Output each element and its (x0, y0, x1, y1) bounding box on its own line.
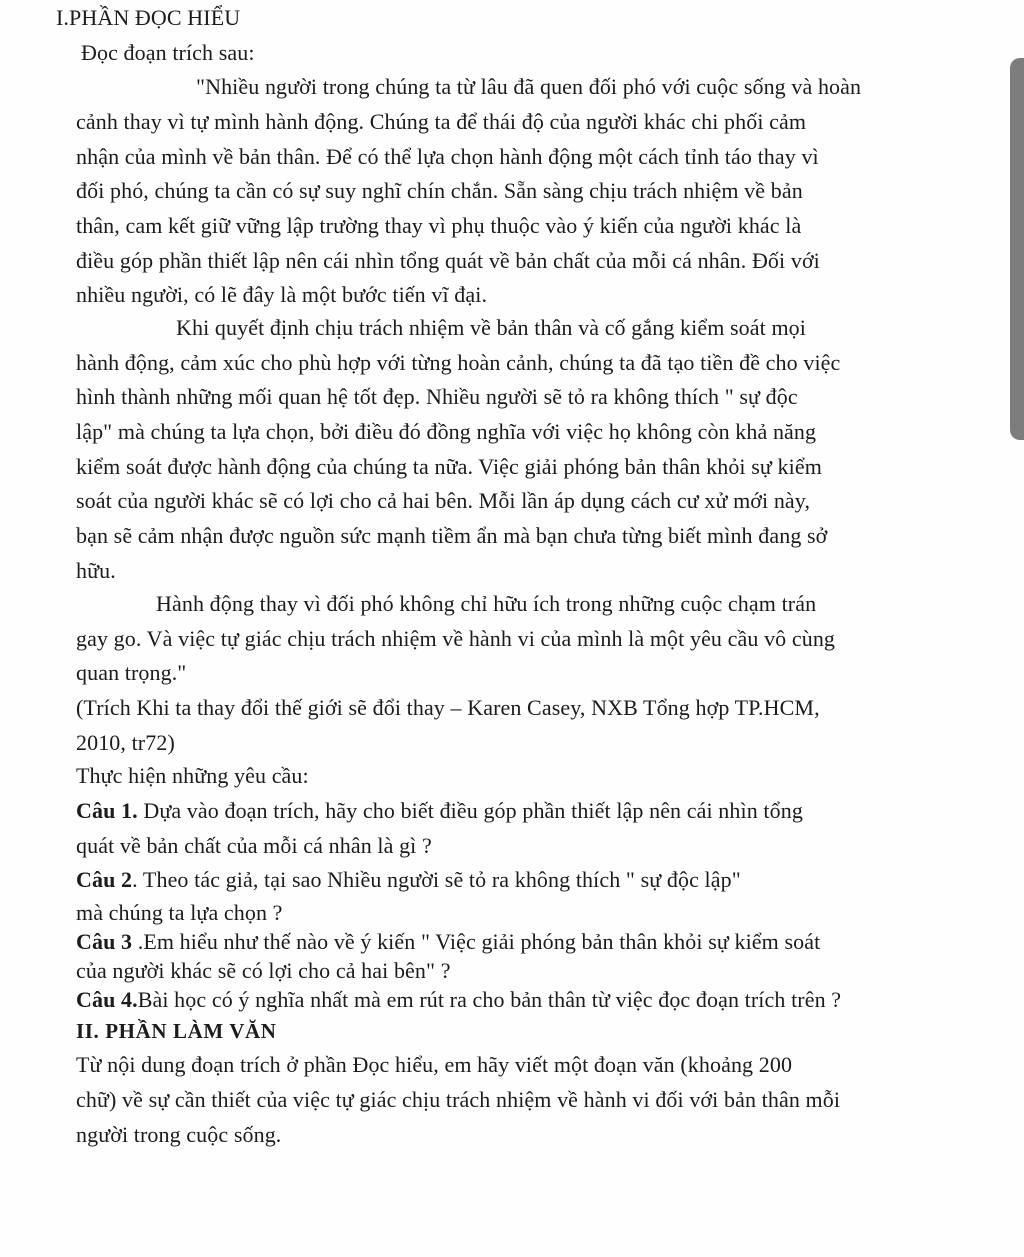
passage-line: Khi quyết định chịu trách nhiệm về bản thân và cố gắng kiểm soát mọi (176, 315, 806, 340)
passage-line: hữu. (76, 558, 116, 583)
task-intro: Thực hiện những yêu cầu: (76, 763, 309, 788)
passage-line: đối phó, chúng ta cần có sự suy nghĩ chín chắn. Sẵn sàng chịu trách nhiệm về bản (76, 178, 803, 203)
question-label: Câu 2 (76, 867, 133, 892)
question-4 (76, 987, 841, 1013)
passage-line: soát của người khác sẽ có lợi cho cả hai bên. Mỗi lần áp dụng cách cư xử mới này, (76, 488, 811, 513)
passage-line: quan trọng." (76, 660, 187, 685)
passage-line: nhiều người, có lẽ đây là một bước tiến vĩ đại. (76, 282, 488, 307)
essay-line: người trong cuộc sống. (76, 1122, 282, 1147)
question-1 (76, 798, 803, 824)
citation-line: 2010, tr72) (76, 730, 175, 755)
passage-line: điều góp phần thiết lập nên cái nhìn tổng quát về bản chất của mỗi cá nhân. Đối với (76, 248, 820, 273)
passage-line: cảnh thay vì tự mình hành động. Chúng ta để thái độ của người khác chi phối cảm (76, 109, 807, 134)
passage-line: bạn sẽ cảm nhận được nguồn sức mạnh tiềm ẩn mà bạn chưa từng biết mình đang sở (76, 523, 828, 548)
passage-line: hình thành những mối quan hệ tốt đẹp. Nhiều người sẽ tỏ ra không thích " sự độc (76, 384, 798, 409)
question-label: Câu 4. (76, 987, 138, 1012)
question-1-cont: quát về bản chất của mỗi cá nhân là gì ? (76, 833, 432, 858)
passage-line: hành động, cảm xúc cho phù hợp với từng hoàn cảnh, chúng ta đã tạo tiền đề cho việc (76, 350, 841, 375)
essay-line: chữ) về sự cần thiết của việc tự giác chịu trách nhiệm về hành vi đối với bản thân mỗi (76, 1087, 841, 1112)
passage-line: thân, cam kết giữ vững lập trường thay vì phụ thuộc vào ý kiến của người khác là (76, 213, 802, 238)
question-label: Câu 3 (76, 929, 133, 954)
passage-line: "Nhiều người trong chúng ta từ lâu đã quen đối phó với cuộc sống và hoàn (196, 74, 862, 99)
question-text: Bài học có ý nghĩa nhất mà em rút ra cho bản thân từ việc đọc đoạn trích trên ? (137, 987, 842, 1012)
question-label: Câu 1. (76, 798, 138, 823)
passage-line: lập" mà chúng ta lựa chọn, bởi điều đó đồng nghĩa với việc họ không còn khả năng (76, 419, 817, 444)
section2-title: II. PHẦN LÀM VĂN (76, 1019, 277, 1043)
passage-line: nhận của mình về bản thân. Để có thể lựa chọn hành động một cách tỉnh táo thay vì (76, 144, 819, 169)
citation-line: (Trích Khi ta thay đổi thế giới sẽ đổi thay – Karen Casey, NXB Tổng hợp TP.HCM, (76, 695, 820, 720)
scrollbar-thumb[interactable] (1010, 58, 1024, 440)
section1-title: I.PHẦN ĐỌC HIỂU (56, 5, 241, 30)
instruction-text: Đọc đoạn trích sau: (81, 40, 255, 65)
question-2 (76, 867, 741, 893)
passage-line: gay go. Và việc tự giác chịu trách nhiệm về hành vi của mình là một yêu cầu vô cùng (76, 626, 836, 651)
question-3 (76, 929, 820, 955)
essay-line: Từ nội dung đoạn trích ở phần Đọc hiểu, em hãy viết một đoạn văn (khoảng 200 (76, 1052, 793, 1077)
question-text: .Em hiểu như thế nào về ý kiến " Việc giải phóng bản thân khỏi sự kiểm soát (132, 929, 821, 954)
passage-line: Hành động thay vì đối phó không chỉ hữu ích trong những cuộc chạm trán (156, 591, 817, 616)
question-3-cont: của người khác sẽ có lợi cho cả hai bên" ? (76, 958, 451, 983)
question-text: . Theo tác giả, tại sao Nhiều người sẽ tỏ ra không thích " sự độc lập" (132, 867, 741, 892)
question-2-cont: mà chúng ta lựa chọn ? (76, 900, 283, 925)
passage-line: kiểm soát được hành động của chúng ta nữa. Việc giải phóng bản thân khỏi sự kiểm (76, 454, 822, 479)
question-text: Dựa vào đoạn trích, hãy cho biết điều góp phần thiết lập nên cái nhìn tổng (137, 798, 803, 823)
